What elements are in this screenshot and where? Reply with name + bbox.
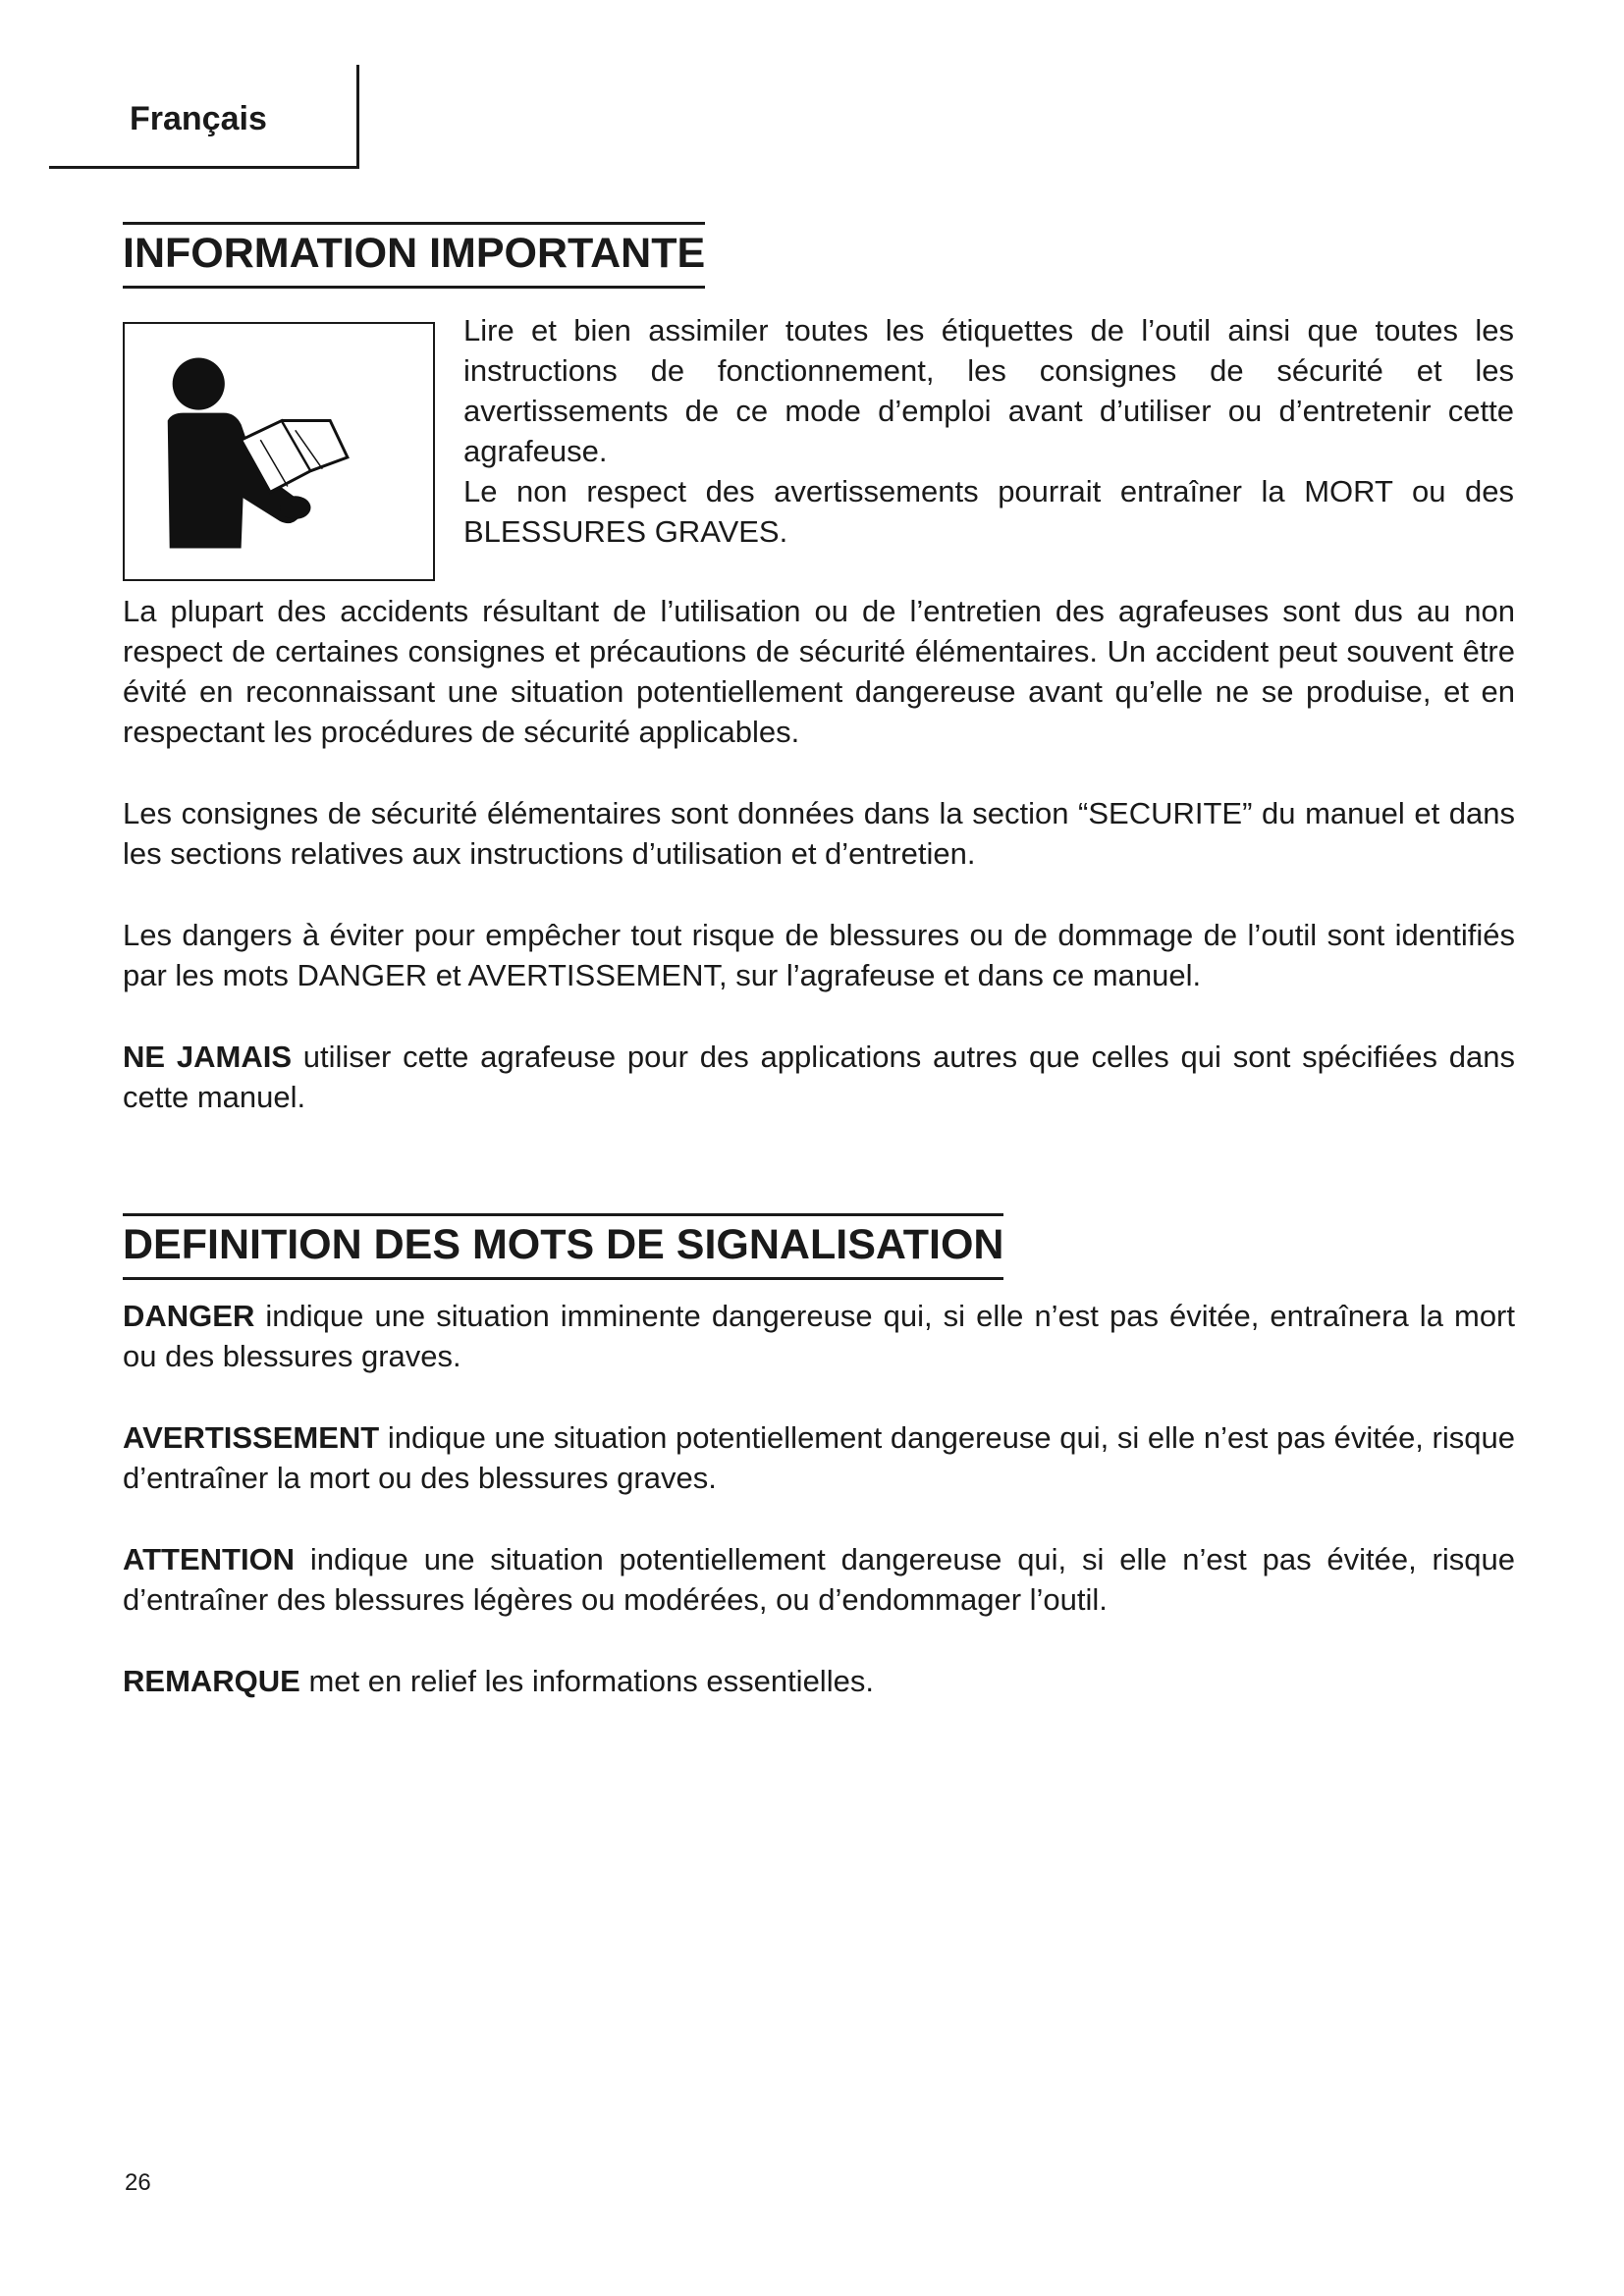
page-number: 26: [125, 2169, 151, 2196]
language-tab: [49, 65, 359, 169]
intro-text-1: Lire et bien assimiler toutes les étiquettes de l’outil ainsi que toutes les instructions de fonctionnement, les consignes de sécurité et les avertissements de ce mode d’emploi avant d’utiliser ou d’entretenir cette agrafeuse.: [463, 313, 1514, 468]
definition-text: indique une situation potentiellement dangereuse qui, si elle n’est pas évitée, risque d’entraîner des blessures légères ou modérées, ou d’endommager l’outil.: [123, 1542, 1515, 1617]
intro-text: [463, 310, 1514, 552]
definition-term: REMARQUE: [123, 1664, 300, 1698]
definition-term: AVERTISSEMENT: [123, 1420, 380, 1455]
language-label: Français: [130, 100, 267, 137]
definition-attention: [123, 1539, 1515, 1620]
definition-text: indique une situation imminente dangereuse qui, si elle n’est pas évitée, entraînera la mort ou des blessures graves.: [123, 1299, 1515, 1373]
definition-term: ATTENTION: [123, 1542, 296, 1576]
section-title-definitions: DEFINITION DES MOTS DE SIGNALISATION: [123, 1213, 1003, 1280]
never-text: utiliser cette agrafeuse pour des applications autres que celles qui sont spécifiées dans cette manuel.: [123, 1040, 1515, 1114]
definition-text: met en relief les informations essentielles.: [299, 1664, 874, 1698]
paragraph-dangers: Les dangers à éviter pour empêcher tout risque de blessures ou de dommage de l’outil sont identifiés par les mots DANGER et AVERTISSEMENT, sur l’agrafeuse et dans ce manuel.: [123, 918, 1515, 992]
definition-avertissement: [123, 1417, 1515, 1498]
intro-text-2: Le non respect des avertissements pourrait entraîner la MORT ou des BLESSURES GRAVES.: [463, 474, 1514, 549]
paragraph-safety-rules: Les consignes de sécurité élémentaires sont données dans la section “SECURITE” du manuel et dans les sections relatives aux instructions d’utilisation et d’entretien.: [123, 796, 1515, 871]
paragraph-never: [123, 1037, 1515, 1117]
read-manual-icon: [123, 322, 435, 581]
definition-remarque: [123, 1661, 1515, 1701]
section-title-information: INFORMATION IMPORTANTE: [123, 222, 705, 289]
paragraph-accidents: La plupart des accidents résultant de l’utilisation ou de l’entretien des agrafeuses sont dus au non respect de certaines consignes et précautions de sécurité élémentaires. Un accident peut souvent être évité en reconnaissant une situation potentiellement dangereuse avant qu’elle ne se produise, et en respectant les procédures de sécurité applicables.: [123, 594, 1515, 749]
definition-danger: [123, 1296, 1515, 1376]
definition-term: DANGER: [123, 1299, 255, 1333]
definition-text: indique une situation potentiellement dangereuse qui, si elle n’est pas évitée, risque d’entraîner la mort ou des blessures graves.: [123, 1420, 1515, 1495]
never-label: NE JAMAIS: [123, 1040, 292, 1074]
